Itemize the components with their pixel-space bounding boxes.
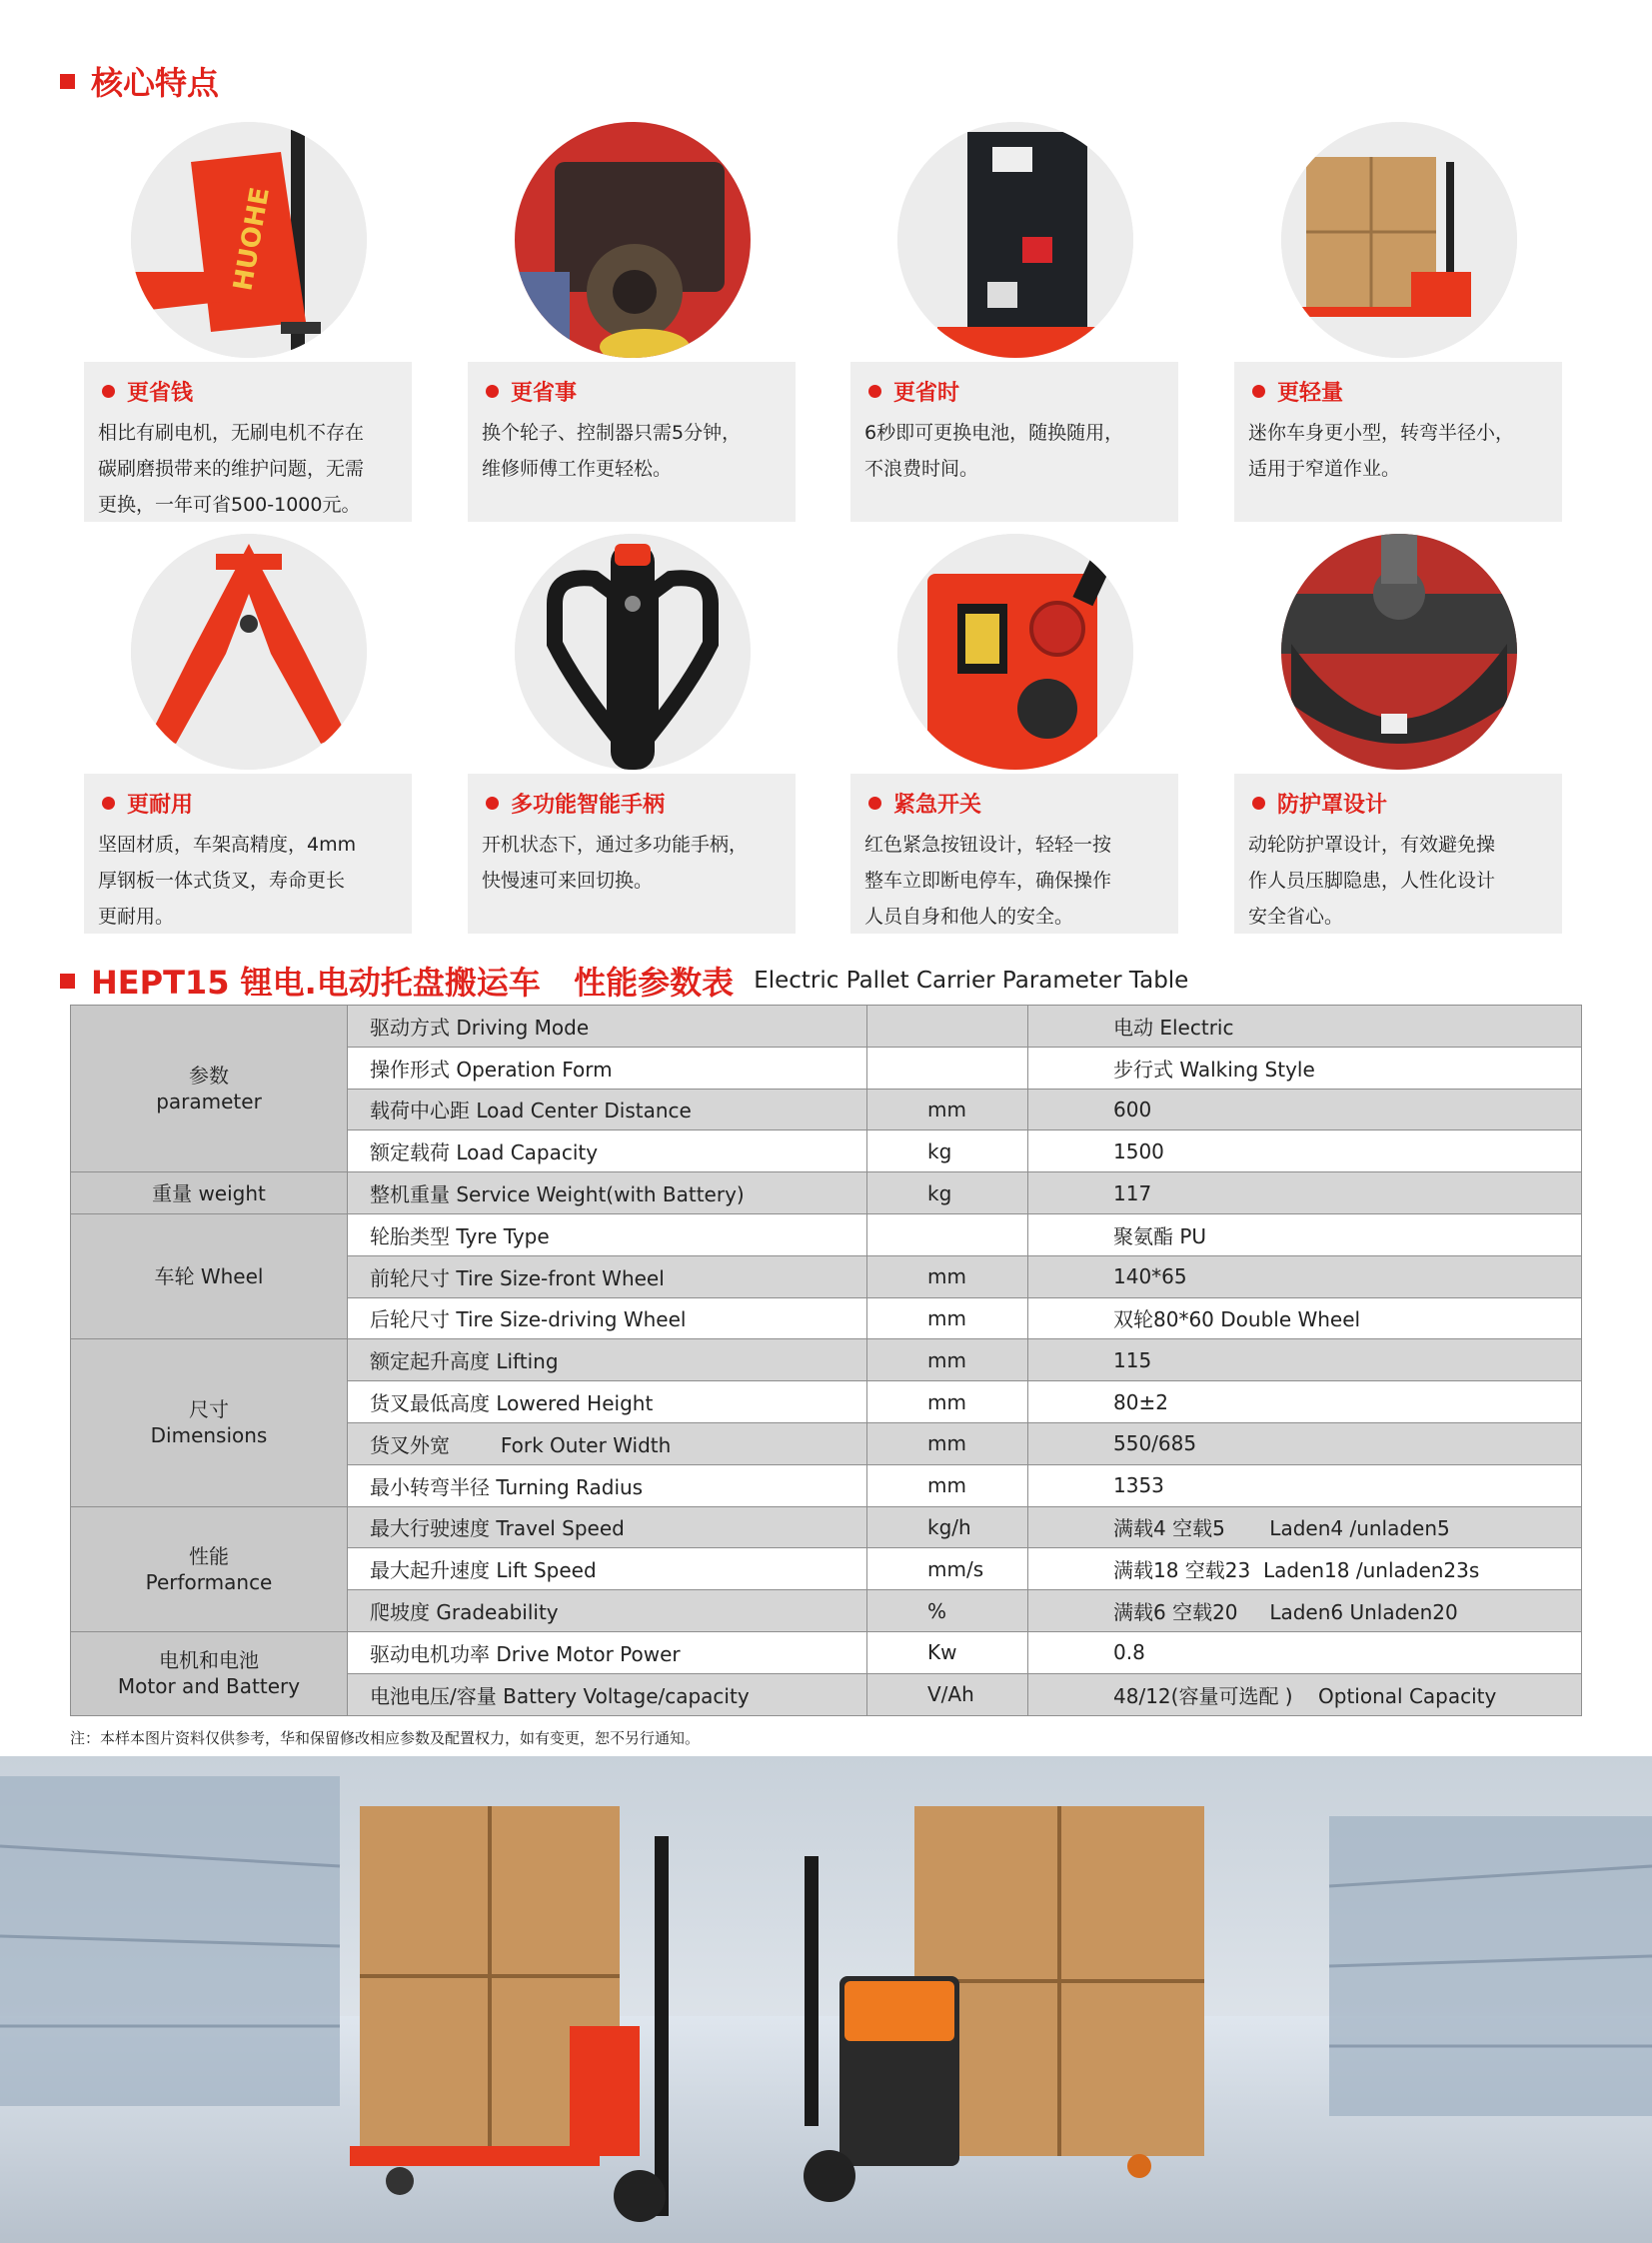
section-title-params: [60, 958, 1188, 1004]
feature-box: [850, 774, 1178, 934]
table-row: 最小转弯半径 Turning Radius mm 1353: [71, 1464, 1582, 1506]
feature-box: [468, 774, 796, 934]
feature-box: [1234, 362, 1562, 522]
feature-box: [468, 362, 796, 522]
table-row: 重量 weight 整机重量 Service Weight(with Battery) kg 117: [71, 1172, 1582, 1214]
feature-title: 更省时: [893, 381, 960, 406]
table-row: 尺寸 Dimensions 额定起升高度 Lifting mm 115: [71, 1339, 1582, 1381]
bullet-dot-icon: [1252, 385, 1265, 398]
table-category: 参数 parameter: [71, 1006, 348, 1172]
table-row: 前轮尺寸 Tire Size-front Wheel mm 140*65: [71, 1255, 1582, 1297]
table-row: 最大起升速度 Lift Speed mm/s 满载18 空载23 Laden18 /unladen23s: [71, 1548, 1582, 1590]
feature-box: [84, 774, 412, 934]
bullet-dot-icon: [486, 797, 499, 810]
fork-frame-image: [131, 534, 367, 770]
table-row: 电机和电池 Motor and Battery 驱动电机功率 Drive Motor Power Kw 0.8: [71, 1631, 1582, 1673]
table-category: 重量 weight: [71, 1172, 348, 1214]
feature-box: [84, 362, 412, 522]
warehouse-photo: [0, 1756, 1652, 2243]
feature-text: 换个轮子、控制器只需5分钟， 维修师傅工作更轻松。: [482, 422, 742, 480]
feature-title: 更轻量: [1277, 381, 1344, 406]
feature-text: 开机状态下，通过多功能手柄， 快慢速可来回切换。: [482, 834, 749, 892]
bullet-dot-icon: [868, 797, 881, 810]
svg-text:HUOHE: HUOHE: [228, 185, 277, 294]
bullet-dot-icon: [102, 797, 115, 810]
bullet-dot-icon: [1252, 797, 1265, 810]
motor-gearbox-image: [515, 122, 751, 358]
feature-text: 迷你车身更小型，转弯半径小， 适用于窄道作业。: [1248, 422, 1515, 480]
disclaimer-note: 注：本样本图片资料仅供参考，华和保留修改相应参数及配置权力，如有变更，恕不另行通知。: [70, 1729, 701, 1747]
table-category: 性能 Performance: [71, 1506, 348, 1631]
section-title-text: 核心特点: [91, 64, 220, 102]
table-row: 性能 Performance 最大行驶速度 Travel Speed kg/h 满载4 空载5 Laden4 /unladen5: [71, 1506, 1582, 1548]
bullet-dot-icon: [868, 385, 881, 398]
section-title-features: [60, 58, 219, 104]
table-category: 电机和电池 Motor and Battery: [71, 1631, 348, 1715]
section-subtitle: Electric Pallet Carrier Parameter Table: [754, 968, 1189, 994]
feature-text: 坚固材质，车架高精度，4mm 厚钢板一体式货叉，寿命更长 更耐用。: [98, 834, 357, 928]
feature-text: 6秒即可更换电池，随换随用， 不浪费时间。: [864, 422, 1124, 480]
parameter-table: [70, 1005, 1582, 1716]
smart-handle-image: [515, 534, 751, 770]
bullet-dot-icon: [486, 385, 499, 398]
table-row: 后轮尺寸 Tire Size-driving Wheel mm 双轮80*60 Double Wheel: [71, 1297, 1582, 1339]
table-category: 尺寸 Dimensions: [71, 1339, 348, 1506]
table-row: 车轮 Wheel 轮胎类型 Tyre Type 聚氨酯 PU: [71, 1213, 1582, 1255]
feature-title: 多功能智能手柄: [511, 793, 666, 818]
table-row: 货叉外宽 Fork Outer Width mm 550/685: [71, 1422, 1582, 1464]
title-square-icon: [60, 974, 75, 989]
table-row: 额定载荷 Load Capacity kg 1500: [71, 1130, 1582, 1172]
feature-box: [850, 362, 1178, 522]
pallet-truck-body-image: [131, 122, 367, 358]
battery-image: [897, 122, 1133, 358]
table-row: 爬坡度 Gradeability % 满载6 空载20 Laden6 Unladen20: [71, 1590, 1582, 1632]
feature-title: 防护罩设计: [1277, 793, 1388, 818]
feature-text: 红色紧急按钮设计，轻轻一按 整车立即断电停车，确保操作 人员自身和他人的安全。: [864, 834, 1112, 928]
feature-title: 紧急开关: [893, 793, 982, 818]
table-category: 车轮 Wheel: [71, 1213, 348, 1338]
compact-truck-image: [1281, 122, 1517, 358]
title-square-icon: [60, 74, 75, 89]
table-row: 操作形式 Operation Form 步行式 Walking Style: [71, 1047, 1582, 1089]
table-row: 参数 parameter 驱动方式 Driving Mode 电动 Electric: [71, 1006, 1582, 1048]
feature-text: 相比有刷电机，无刷电机不存在 碳刷磨损带来的维护问题，无需 更换，一年可省500-1000元。: [98, 422, 365, 516]
feature-title: 更耐用: [127, 793, 194, 818]
emergency-switch-image: [897, 534, 1133, 770]
table-row: 载荷中心距 Load Center Distance mm 600: [71, 1089, 1582, 1130]
feature-box: [1234, 774, 1562, 934]
section-title-text: HEPT15 锂电.电动托盘搬运车 性能参数表: [91, 964, 735, 1002]
table-row: 电池电压/容量 Battery Voltage/capacity V/Ah 48/12(容量可选配 ) Optional Capacity: [71, 1673, 1582, 1715]
feature-title: 更省钱: [127, 381, 194, 406]
feature-title: 更省事: [511, 381, 578, 406]
wheel-guard-image: [1281, 534, 1517, 770]
feature-text: 动轮防护罩设计，有效避免操 作人员压脚隐患，人性化设计 安全省心。: [1248, 834, 1496, 928]
table-row: 货叉最低高度 Lowered Height mm 80±2: [71, 1381, 1582, 1423]
bullet-dot-icon: [102, 385, 115, 398]
